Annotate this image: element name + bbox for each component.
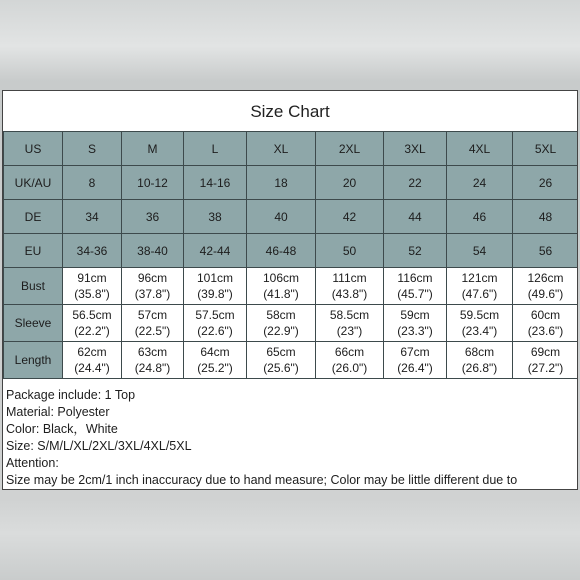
header-cell-us: US	[4, 132, 63, 166]
measurement-cell	[384, 342, 447, 379]
header-cell-size: XL	[247, 132, 316, 166]
header-cell-size: L	[184, 132, 247, 166]
size-row	[4, 200, 579, 234]
size-row	[4, 166, 579, 200]
header-cell-size: 4XL	[447, 132, 513, 166]
row-label: Length	[4, 342, 63, 379]
inch-value: (24.4")	[74, 361, 110, 375]
measurement-cell	[513, 342, 579, 379]
inch-value: (43.8")	[331, 287, 368, 301]
size-cell: 36	[122, 200, 184, 234]
cm-value: 111cm	[332, 271, 367, 285]
inch-value: (39.8")	[197, 287, 233, 301]
cm-value: 64cm	[200, 345, 230, 359]
inch-value: (41.8")	[263, 287, 299, 301]
measurement-cell	[122, 305, 184, 342]
row-label: DE	[4, 200, 63, 234]
cm-value: 60cm	[530, 308, 561, 322]
size-cell: 26	[513, 166, 579, 200]
cm-value: 58cm	[266, 308, 296, 322]
size-cell: 8	[63, 166, 122, 200]
inch-value: (49.6")	[527, 287, 564, 301]
measurement-cell	[247, 342, 316, 379]
header-cell-size: 5XL	[513, 132, 579, 166]
size-cell: 40	[247, 200, 316, 234]
row-label: Sleeve	[4, 305, 63, 342]
measurement-cell	[316, 268, 384, 305]
inch-value: (25.2")	[197, 361, 233, 375]
cm-value: 121cm	[461, 271, 498, 285]
size-chart-sheet	[2, 90, 578, 490]
cm-value: 126cm	[527, 271, 564, 285]
measurement-row	[4, 268, 579, 305]
size-cell: 38-40	[122, 234, 184, 268]
size-cell: 20	[316, 166, 384, 200]
measurement-cell	[63, 342, 122, 379]
note-size: Size: S/M/L/XL/2XL/3XL/4XL/5XL	[6, 439, 192, 453]
cm-value: 116cm	[397, 271, 433, 285]
size-cell: 24	[447, 166, 513, 200]
inch-value: (22.5")	[134, 324, 171, 338]
measurement-cell	[63, 305, 122, 342]
row-label: Bust	[4, 268, 63, 305]
cm-value: 96cm	[137, 271, 168, 285]
measurement-cell	[184, 268, 247, 305]
measurement-cell	[247, 305, 316, 342]
measurement-cell	[447, 342, 513, 379]
header-row	[4, 132, 579, 166]
measurement-cell	[184, 342, 247, 379]
inch-value: (23.4")	[461, 324, 498, 338]
size-cell: 18	[247, 166, 316, 200]
inch-value: (25.6")	[263, 361, 299, 375]
size-row	[4, 234, 579, 268]
cm-value: 66cm	[334, 345, 365, 359]
cm-value: 62cm	[77, 345, 107, 359]
measurement-cell	[122, 342, 184, 379]
cm-value: 59.5cm	[459, 308, 500, 322]
header-cell-size: 2XL	[316, 132, 384, 166]
inch-value: (26.4")	[397, 361, 433, 375]
measurement-cell	[184, 305, 247, 342]
size-cell: 42	[316, 200, 384, 234]
size-cell: 38	[184, 200, 247, 234]
size-cell: 48	[513, 200, 579, 234]
chart-title: Size Chart	[250, 102, 330, 121]
measurement-cell	[247, 268, 316, 305]
header-cell-size: S	[63, 132, 122, 166]
inch-value: (22.6")	[197, 324, 233, 338]
size-cell: 46	[447, 200, 513, 234]
inch-value: (23")	[336, 324, 363, 338]
inch-value: (22.9")	[263, 324, 299, 338]
inch-value: (35.8")	[74, 287, 110, 301]
size-cell: 42-44	[184, 234, 247, 268]
header-cell-size: M	[122, 132, 184, 166]
inch-value: (22.2")	[74, 324, 110, 338]
inch-value: (27.2")	[527, 361, 564, 375]
measurement-cell	[447, 305, 513, 342]
size-cell: 10-12	[122, 166, 184, 200]
cm-value: 56.5cm	[72, 308, 112, 322]
cm-value: 68cm	[464, 345, 495, 359]
inch-value: (23.6")	[527, 324, 564, 338]
cm-value: 57.5cm	[195, 308, 235, 322]
size-cell: 14-16	[184, 166, 247, 200]
cm-value: 106cm	[262, 271, 300, 285]
note-inaccuracy: Size may be 2cm/1 inch inaccuracy due to hand measure; Color may be little different due to	[6, 473, 518, 487]
inch-value: (45.7")	[397, 287, 433, 301]
measurement-cell	[122, 268, 184, 305]
note-package: Package include: 1 Top	[6, 388, 136, 402]
measurement-cell	[447, 268, 513, 305]
inch-value: (26.8")	[461, 361, 498, 375]
measurement-cell	[316, 342, 384, 379]
row-label: UK/AU	[4, 166, 63, 200]
measurement-cell	[316, 305, 384, 342]
size-cell: 52	[384, 234, 447, 268]
size-chart-table	[3, 131, 578, 379]
size-cell: 22	[384, 166, 447, 200]
cm-value: 58.5cm	[329, 308, 370, 322]
product-notes	[6, 387, 576, 489]
measurement-row	[4, 305, 579, 342]
size-cell: 46-48	[247, 234, 316, 268]
measurement-cell	[384, 268, 447, 305]
header-cell-size: 3XL	[384, 132, 447, 166]
note-material: Material: Polyester	[6, 405, 110, 419]
cm-value: 65cm	[266, 345, 296, 359]
cm-value: 63cm	[137, 345, 168, 359]
cm-value: 67cm	[400, 345, 430, 359]
cm-value: 101cm	[196, 271, 234, 285]
size-cell: 54	[447, 234, 513, 268]
note-attention: Attention:	[6, 456, 59, 470]
note-color: Color: Black，White	[6, 422, 118, 436]
measurement-cell	[513, 305, 579, 342]
inch-value: (47.6")	[461, 287, 498, 301]
inch-value: (37.8")	[134, 287, 171, 301]
inch-value: (26.0")	[331, 361, 368, 375]
measurement-cell	[63, 268, 122, 305]
cm-value: 59cm	[400, 308, 430, 322]
size-cell: 44	[384, 200, 447, 234]
cm-value: 91cm	[77, 271, 107, 285]
size-cell: 34-36	[63, 234, 122, 268]
size-cell: 34	[63, 200, 122, 234]
size-cell: 56	[513, 234, 579, 268]
measurement-cell	[384, 305, 447, 342]
cm-value: 69cm	[530, 345, 561, 359]
row-label: EU	[4, 234, 63, 268]
inch-value: (23.3")	[397, 324, 433, 338]
measurement-cell	[513, 268, 579, 305]
inch-value: (24.8")	[134, 361, 171, 375]
measurement-row	[4, 342, 579, 379]
size-cell: 50	[316, 234, 384, 268]
cm-value: 57cm	[137, 308, 168, 322]
